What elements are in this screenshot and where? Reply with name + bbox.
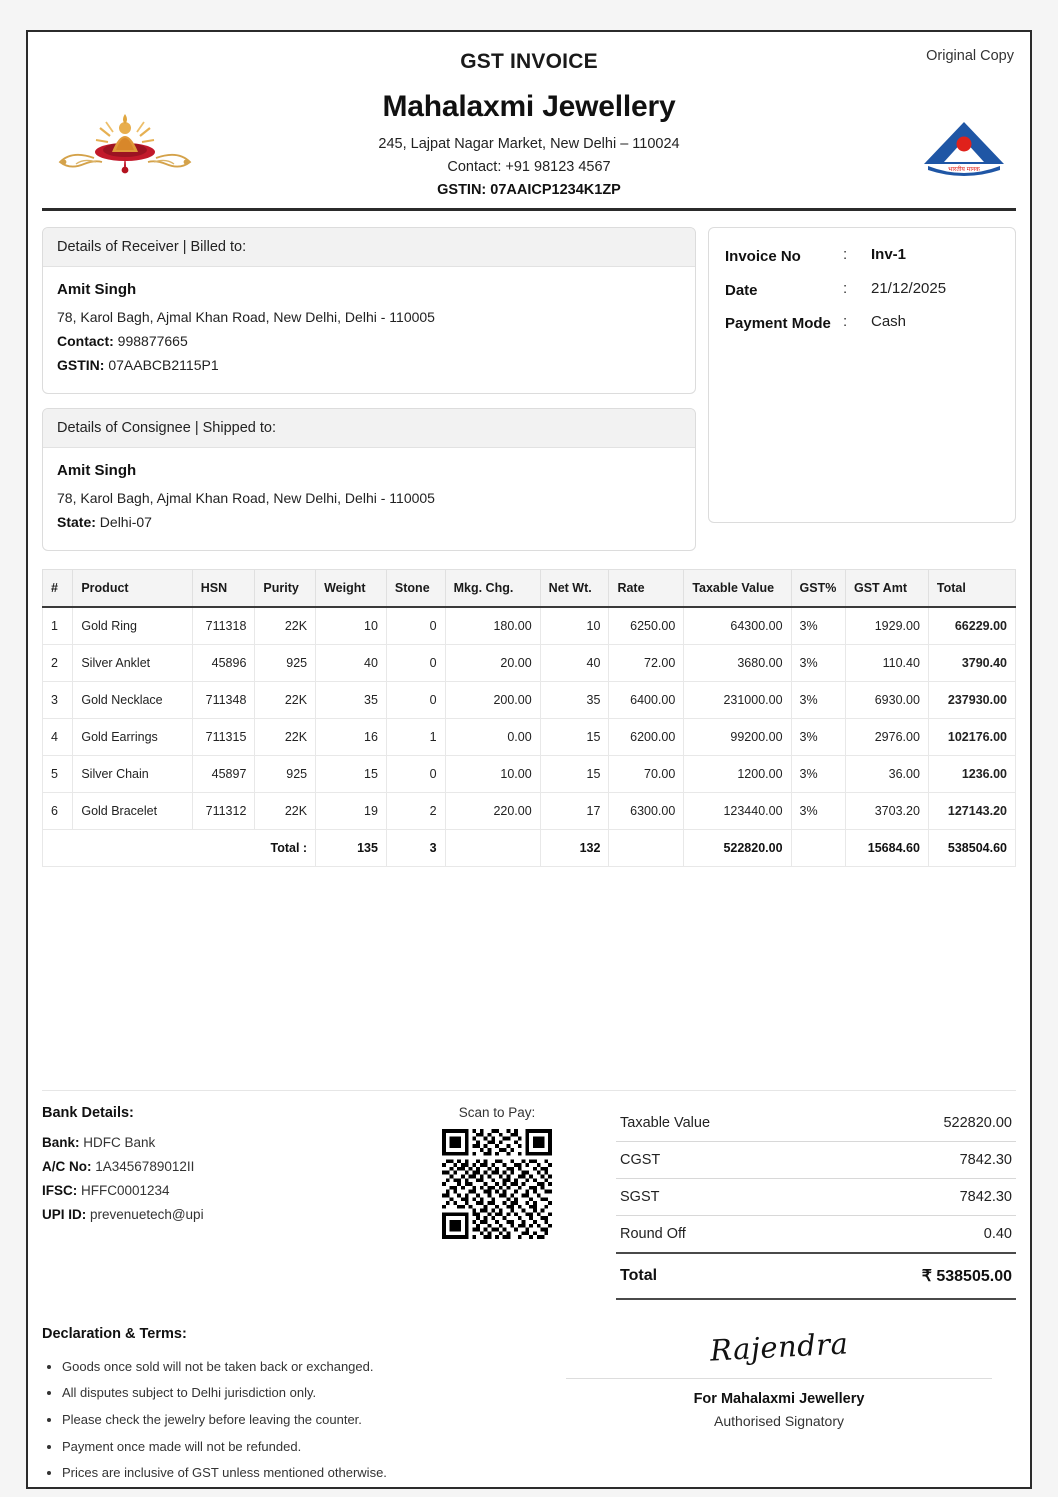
items-table-section <box>42 569 1016 867</box>
cell-index: 6 <box>43 793 73 830</box>
bank-name-label: Bank: <box>42 1134 80 1150</box>
totals-weight: 135 <box>316 830 387 867</box>
th-weight: Weight <box>316 570 387 608</box>
receiver-gstin <box>57 353 681 377</box>
table-row <box>43 719 1016 756</box>
cell-taxable-value: 123440.00 <box>684 793 791 830</box>
cell-weight: 40 <box>316 645 387 682</box>
cell-hsn: 45896 <box>192 645 255 682</box>
cell-total: 102176.00 <box>928 719 1015 756</box>
cell-hsn: 711348 <box>192 682 255 719</box>
totals-rate <box>609 830 684 867</box>
list-item: • Please check the jewelry before leaving the counter. <box>62 1407 542 1434</box>
cell-index: 4 <box>43 719 73 756</box>
cell-weight: 19 <box>316 793 387 830</box>
cell-taxable-value: 99200.00 <box>684 719 791 756</box>
receiver-card <box>42 227 696 394</box>
signature-mark: Rajendra <box>709 1326 849 1368</box>
cell-product: Silver Anklet <box>73 645 192 682</box>
th-rate: Rate <box>609 570 684 608</box>
cell-gst-percent: 3% <box>791 793 845 830</box>
totals-label-grand-total: Total <box>616 1253 816 1299</box>
bank-upi-value: prevenuetech@upi <box>90 1206 204 1222</box>
cell-gst-percent: 3% <box>791 645 845 682</box>
consignee-state-value: Delhi-07 <box>99 514 152 531</box>
cell-net-weight: 40 <box>540 645 609 682</box>
cell-making-charge: 10.00 <box>445 756 540 793</box>
bank-ifsc-line <box>42 1179 382 1203</box>
cell-stone: 0 <box>386 607 445 645</box>
cell-making-charge: 0.00 <box>445 719 540 756</box>
table-totals-row <box>43 830 1016 867</box>
invoice-footer <box>42 1326 1016 1487</box>
cell-gst-amount: 3703.20 <box>845 793 928 830</box>
meta-colon: : <box>843 279 848 297</box>
payment-summary-section <box>42 1090 1016 1300</box>
consignee-card <box>42 408 696 551</box>
totals-label-cgst: CGST <box>616 1141 816 1178</box>
cell-gst-percent: 3% <box>791 756 845 793</box>
cell-making-charge: 220.00 <box>445 793 540 830</box>
cell-product: Gold Bracelet <box>73 793 192 830</box>
list-item: • Prices are inclusive of GST unless mentioned otherwise. <box>62 1460 542 1487</box>
table-empty-space <box>28 867 1030 1089</box>
cell-gst-amount: 6930.00 <box>845 682 928 719</box>
bank-details-title: Bank Details: <box>42 1104 134 1121</box>
totals-net-weight: 132 <box>540 830 609 867</box>
cell-weight: 16 <box>316 719 387 756</box>
th-net-weight: Net Wt. <box>540 570 609 608</box>
th-product: Product <box>73 570 192 608</box>
cell-stone: 0 <box>386 645 445 682</box>
cell-rate: 70.00 <box>609 756 684 793</box>
bank-account-label: A/C No: <box>42 1158 92 1174</box>
receiver-address: 78, Karol Bagh, Ajmal Khan Road, New Delhi, Delhi - 110005 <box>57 308 435 325</box>
meta-colon: : <box>843 313 848 331</box>
totals-row-round-off <box>616 1215 1016 1253</box>
meta-value-invoice-no: Inv-1 <box>871 245 907 263</box>
cell-product: Gold Necklace <box>73 682 192 719</box>
totals-grand-total: 538504.60 <box>928 830 1015 867</box>
bank-account-value: 1A3456789012II <box>95 1158 195 1174</box>
cell-hsn: 711315 <box>192 719 255 756</box>
cell-stone: 0 <box>386 682 445 719</box>
consignee-name: Amit Singh <box>57 462 137 480</box>
totals-value-grand-total: ₹ 538505.00 <box>816 1253 1016 1299</box>
cell-net-weight: 15 <box>540 719 609 756</box>
totals-gst-amount: 15684.60 <box>845 830 928 867</box>
receiver-name: Amit Singh <box>57 280 137 298</box>
cell-purity: 22K <box>255 682 316 719</box>
cell-total: 66229.00 <box>928 607 1015 645</box>
totals-value-cgst: 7842.30 <box>816 1141 1016 1178</box>
cell-taxable-value: 3680.00 <box>684 645 791 682</box>
totals-stone: 3 <box>386 830 445 867</box>
totals-table <box>616 1105 1016 1300</box>
cell-making-charge: 20.00 <box>445 645 540 682</box>
cell-total: 127143.20 <box>928 793 1015 830</box>
signature-divider <box>566 1378 992 1379</box>
th-purity: Purity <box>255 570 316 608</box>
totals-taxable-value: 522820.00 <box>684 830 791 867</box>
cell-purity: 925 <box>255 645 316 682</box>
cell-weight: 10 <box>316 607 387 645</box>
totals-value-round-off: 0.40 <box>816 1215 1016 1253</box>
cell-stone: 2 <box>386 793 445 830</box>
cell-net-weight: 17 <box>540 793 609 830</box>
cell-gst-amount: 2976.00 <box>845 719 928 756</box>
bank-account-line <box>42 1155 382 1179</box>
firm-name: Mahalaxmi Jewellery <box>382 90 676 123</box>
declaration-title: Declaration & Terms: <box>42 1325 187 1342</box>
signature-for-line: For Mahalaxmi Jewellery <box>693 1390 865 1407</box>
scan-to-pay-title: Scan to Pay: <box>458 1104 536 1120</box>
meta-value-payment-mode: Cash <box>871 313 907 331</box>
th-making-charge: Mkg. Chg. <box>445 570 540 608</box>
receiver-contact <box>57 329 681 353</box>
firm-gstin: GSTIN: 07AAICP1234K1ZP <box>437 181 621 198</box>
list-item: • All disputes subject to Delhi jurisdiction only. <box>62 1380 542 1407</box>
totals-row-grand-total <box>616 1253 1016 1299</box>
items-table-body <box>43 607 1016 867</box>
bank-upi-line <box>42 1203 382 1227</box>
page-title: GST INVOICE <box>460 50 598 73</box>
cell-product: Silver Chain <box>73 756 192 793</box>
totals-label-sgst: SGST <box>616 1178 816 1215</box>
meta-row-payment-mode <box>725 313 999 335</box>
cell-net-weight: 10 <box>540 607 609 645</box>
cell-total: 237930.00 <box>928 682 1015 719</box>
firm-contact: Contact: +91 98123 4567 <box>447 159 611 176</box>
cell-gst-percent: 3% <box>791 682 845 719</box>
cell-purity: 22K <box>255 607 316 645</box>
cell-weight: 15 <box>316 756 387 793</box>
th-stone: Stone <box>386 570 445 608</box>
svg-text:भारतीय मानक: भारतीय मानक <box>948 166 980 173</box>
th-total: Total <box>928 570 1015 608</box>
cell-stone: 1 <box>386 719 445 756</box>
cell-taxable-value: 1200.00 <box>684 756 791 793</box>
original-copy-label: Original Copy <box>926 48 1014 64</box>
th-gst-percent: GST% <box>791 570 845 608</box>
bis-hallmark-logo <box>918 118 1010 176</box>
consignee-state <box>57 510 681 534</box>
table-row <box>43 682 1016 719</box>
consignee-heading: Details of Consignee | Shipped to: <box>43 409 695 448</box>
declaration-block <box>42 1326 542 1487</box>
list-item: • Payment once made will not be refunded. <box>62 1434 542 1461</box>
cell-purity: 22K <box>255 719 316 756</box>
cell-stone: 0 <box>386 756 445 793</box>
table-row <box>43 645 1016 682</box>
consignee-state-label: State: <box>57 514 96 531</box>
receiver-contact-label: Contact: <box>57 333 114 350</box>
table-header-row <box>43 570 1016 608</box>
totals-label: Total : <box>43 830 316 867</box>
th-index: # <box>43 570 73 608</box>
meta-label: Invoice No <box>725 247 801 265</box>
meta-row-date <box>725 280 999 302</box>
cell-index: 5 <box>43 756 73 793</box>
signature-sub-line: Authorised Signatory <box>714 1412 844 1429</box>
invoice-meta-card <box>708 227 1016 523</box>
signature-block <box>542 1326 1016 1487</box>
totals-label-round-off: Round Off <box>616 1215 816 1253</box>
totals-row-taxable-value <box>616 1105 1016 1142</box>
totals-value-sgst: 7842.30 <box>816 1178 1016 1215</box>
table-row <box>43 607 1016 645</box>
bank-details-block <box>42 1105 392 1300</box>
receiver-gstin-value: 07AABCB2115P1 <box>108 357 219 374</box>
meta-value-date: 21/12/2025 <box>871 279 947 297</box>
th-gst-amount: GST Amt <box>845 570 928 608</box>
meta-label: Payment Mode <box>725 315 831 333</box>
bank-ifsc-label: IFSC: <box>42 1182 78 1198</box>
cell-rate: 6400.00 <box>609 682 684 719</box>
totals-label-taxable-value: Taxable Value <box>616 1105 816 1142</box>
cell-index: 1 <box>43 607 73 645</box>
cell-net-weight: 35 <box>540 682 609 719</box>
list-item: • Goods once sold will not be taken back or exchanged. <box>62 1354 542 1381</box>
cell-gst-amount: 110.40 <box>845 645 928 682</box>
cell-making-charge: 180.00 <box>445 607 540 645</box>
lakshmi-motif-logo <box>50 100 200 180</box>
firm-address: 245, Lajpat Nagar Market, New Delhi – 110024 <box>378 136 680 152</box>
receiver-heading: Details of Receiver | Billed to: <box>43 228 695 267</box>
cell-gst-amount: 36.00 <box>845 756 928 793</box>
cell-rate: 72.00 <box>609 645 684 682</box>
cell-product: Gold Ring <box>73 607 192 645</box>
totals-value-taxable-value: 522820.00 <box>816 1105 1016 1142</box>
cell-rate: 6300.00 <box>609 793 684 830</box>
cell-gst-amount: 1929.00 <box>845 607 928 645</box>
th-taxable-value: Taxable Value <box>684 570 791 608</box>
receiver-contact-value: 998877665 <box>117 333 188 350</box>
th-hsn: HSN <box>192 570 255 608</box>
consignee-address: 78, Karol Bagh, Ajmal Khan Road, New Delhi, Delhi - 110005 <box>57 490 435 507</box>
cell-total: 1236.00 <box>928 756 1015 793</box>
cell-product: Gold Earrings <box>73 719 192 756</box>
bank-upi-label: UPI ID: <box>42 1206 87 1222</box>
upi-qr-code[interactable] <box>442 1129 552 1239</box>
totals-row-cgst <box>616 1141 1016 1178</box>
scan-to-pay-block <box>392 1105 602 1300</box>
invoice-document <box>26 30 1032 1489</box>
bank-ifsc-value: HFFC0001234 <box>81 1182 170 1198</box>
meta-label: Date <box>725 281 758 299</box>
cell-rate: 6200.00 <box>609 719 684 756</box>
totals-row-sgst <box>616 1178 1016 1215</box>
bank-name-value: HDFC Bank <box>83 1134 156 1150</box>
table-row <box>43 756 1016 793</box>
totals-gst-percent <box>791 830 845 867</box>
cell-gst-percent: 3% <box>791 607 845 645</box>
table-row <box>43 793 1016 830</box>
terms-list <box>62 1354 542 1487</box>
cell-taxable-value: 231000.00 <box>684 682 791 719</box>
cell-hsn: 711318 <box>192 607 255 645</box>
cell-purity: 925 <box>255 756 316 793</box>
cell-hsn: 711312 <box>192 793 255 830</box>
cell-gst-percent: 3% <box>791 719 845 756</box>
invoice-header <box>42 32 1016 211</box>
cell-total: 3790.40 <box>928 645 1015 682</box>
bank-name-line <box>42 1131 382 1155</box>
cell-purity: 22K <box>255 793 316 830</box>
cell-net-weight: 15 <box>540 756 609 793</box>
cell-rate: 6250.00 <box>609 607 684 645</box>
meta-row-invoice-no <box>725 246 999 268</box>
cell-index: 3 <box>43 682 73 719</box>
cell-index: 2 <box>43 645 73 682</box>
receiver-gstin-label: GSTIN: <box>57 357 105 374</box>
cell-making-charge: 200.00 <box>445 682 540 719</box>
cell-taxable-value: 64300.00 <box>684 607 791 645</box>
meta-colon: : <box>843 245 848 263</box>
items-table <box>42 569 1016 867</box>
party-details-section <box>42 227 1016 551</box>
cell-weight: 35 <box>316 682 387 719</box>
cell-hsn: 45897 <box>192 756 255 793</box>
totals-making-charge <box>445 830 540 867</box>
totals-panel <box>602 1105 1016 1300</box>
